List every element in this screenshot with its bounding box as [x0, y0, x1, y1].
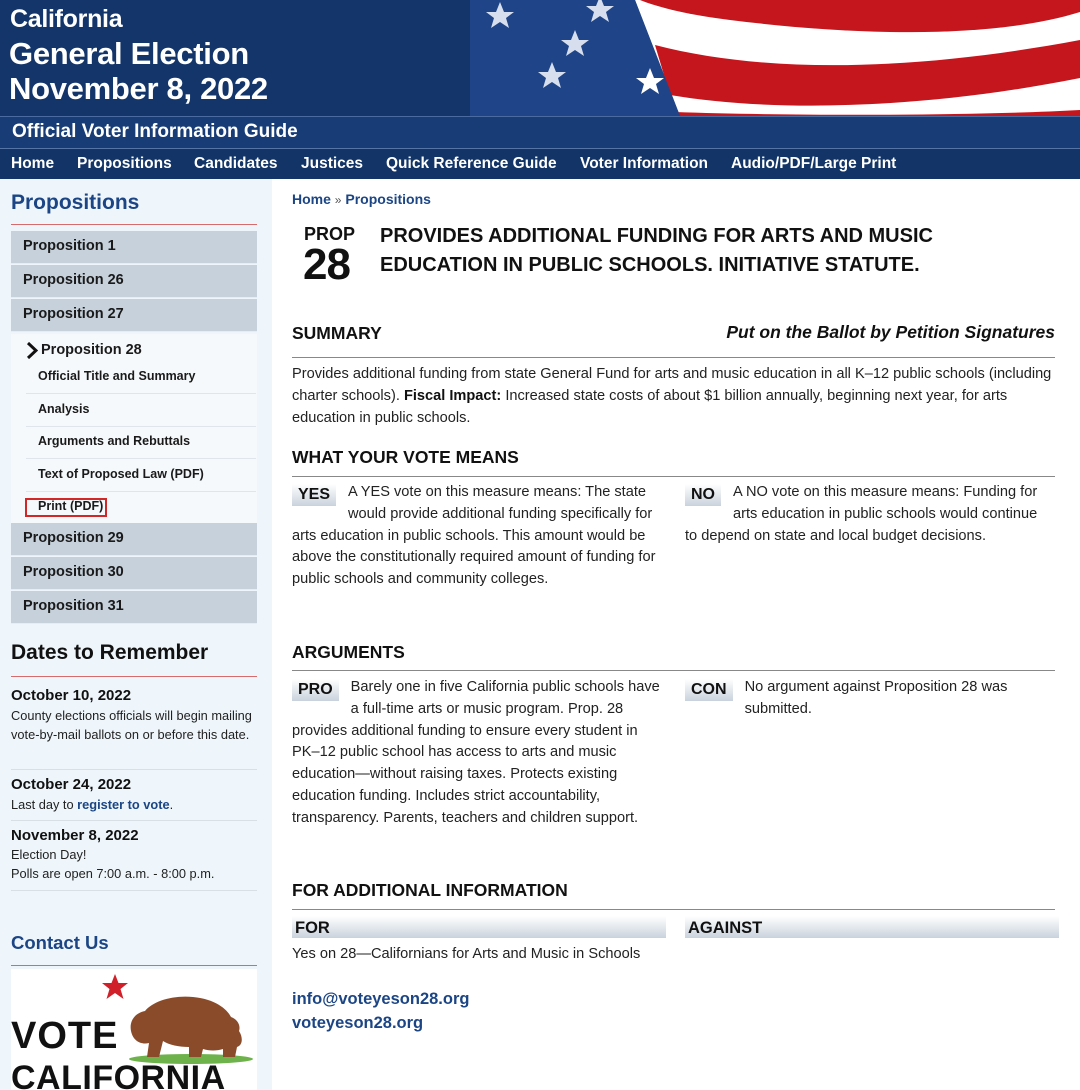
nav-quick-reference[interactable]: Quick Reference Guide [386, 155, 557, 172]
register-to-vote-link[interactable]: register to vote [77, 797, 170, 812]
arguments-heading: ARGUMENTS [292, 642, 405, 662]
site-banner [0, 0, 1080, 116]
date-description: Election Day! [11, 847, 87, 862]
sidebar-item-prop-28[interactable]: Proposition 28 [41, 342, 142, 358]
banner-election: General Election [9, 36, 249, 71]
sidebar-item-prop-31[interactable]: Proposition 31 [11, 591, 257, 624]
sidebar-item-prop-26[interactable]: Proposition 26 [11, 265, 257, 298]
summary-text [292, 364, 1052, 429]
date-description [11, 795, 259, 814]
subitem-text-of-law[interactable]: Text of Proposed Law (PDF) [38, 467, 204, 481]
against-label: AGAINST [685, 916, 1059, 938]
breadcrumb-home[interactable]: Home [292, 191, 331, 207]
nav-voter-information[interactable]: Voter Information [580, 155, 709, 172]
nav-home[interactable]: Home [11, 155, 55, 172]
subitem-print-pdf[interactable]: Print (PDF) [38, 499, 104, 513]
top-nav [0, 148, 1080, 179]
guide-title: Official Voter Information Guide [12, 121, 298, 142]
vote-california-logo[interactable] [11, 969, 257, 1090]
section-divider [292, 476, 1055, 477]
nav-candidates[interactable]: Candidates [194, 155, 278, 172]
left-sidebar [0, 179, 272, 1090]
vote-means-heading: WHAT YOUR VOTE MEANS [292, 447, 519, 467]
date-description: Polls are open 7:00 a.m. - 8:00 p.m. [11, 866, 215, 881]
summary-text-part: Provides additional funding from state General Fund for arts and music education in all K–12 public schools (including charter schools). [292, 366, 1052, 404]
summary-heading: SUMMARY [292, 323, 382, 343]
prop-number: 28 [303, 240, 350, 289]
subitem-divider [26, 491, 256, 492]
for-organization: Yes on 28—Californians for Arts and Music in Schools [292, 946, 641, 962]
subitem-official-title[interactable]: Official Title and Summary [38, 369, 196, 383]
bear-icon [123, 991, 253, 1065]
breadcrumb-propositions[interactable]: Propositions [345, 191, 431, 207]
date-divider [11, 890, 257, 891]
dates-heading: Dates to Remember [11, 641, 209, 664]
sidebar-current-group [11, 334, 257, 524]
flag-graphic [470, 0, 1080, 116]
contact-us-link[interactable]: Contact Us [11, 932, 109, 953]
fiscal-impact-label: Fiscal Impact: [403, 387, 502, 404]
date-title: October 24, 2022 [11, 776, 132, 793]
dates-divider [11, 676, 257, 677]
logo-text: CALIFORNIA [11, 1059, 226, 1090]
subitem-divider [26, 426, 256, 427]
banner-state: California [10, 5, 123, 33]
breadcrumb-separator: » [334, 193, 342, 207]
date-description: County elections officials will begin mailing vote-by-mail ballots on or before this date. [11, 708, 252, 742]
contact-divider [11, 965, 257, 966]
sidebar-heading: Propositions [11, 191, 140, 214]
no-tag: NO [685, 484, 721, 506]
banner-date: November 8, 2022 [9, 71, 268, 106]
logo-text: VOTE [11, 1015, 119, 1057]
nav-propositions[interactable]: Propositions [77, 155, 172, 172]
date-desc-text: . [169, 797, 174, 812]
date-title: November 8, 2022 [11, 827, 139, 844]
subitem-analysis[interactable]: Analysis [38, 402, 90, 416]
section-divider [292, 357, 1055, 358]
prop-label: PROP [304, 224, 356, 244]
pro-tag: PRO [292, 679, 339, 701]
sidebar-divider [11, 224, 257, 225]
nav-justices[interactable]: Justices [301, 155, 364, 172]
pro-block [292, 677, 662, 830]
con-block [685, 677, 1045, 721]
date-desc-text: Last day to [11, 797, 78, 812]
subitem-arguments[interactable]: Arguments and Rebuttals [38, 434, 191, 448]
summary-text-part: Increased state costs of about $1 billion annually, beginning next year, for arts education in public schools. [292, 387, 1008, 426]
pro-text: Barely one in five California public schools have a full-time arts or music program. Prop. 28 provides additional funding to ensure every student in PK–12 public school has access to arts and music education—without raising taxes. Protects existing education funding. Includes strict accountability, transparency. Parents, teachers and children support. [292, 679, 660, 826]
no-block [685, 482, 1045, 547]
for-label: FOR [292, 916, 666, 938]
sidebar-item-prop-27[interactable]: Proposition 27 [11, 299, 257, 332]
breadcrumb [292, 191, 431, 207]
for-website-link[interactable]: voteyeson28.org [292, 1014, 424, 1032]
date-divider [11, 820, 257, 821]
date-title: October 10, 2022 [11, 687, 132, 704]
chevron-right-icon [26, 342, 38, 359]
additional-heading: FOR ADDITIONAL INFORMATION [292, 880, 568, 900]
sidebar-item-prop-1[interactable]: Proposition 1 [11, 231, 257, 264]
yes-block [292, 482, 662, 591]
date-divider [11, 769, 257, 770]
guide-title-bar [0, 116, 1080, 148]
con-tag: CON [685, 679, 733, 701]
sidebar-item-prop-30[interactable]: Proposition 30 [11, 557, 257, 590]
ballot-note: Put on the Ballot by Petition Signatures [726, 322, 1055, 342]
yes-tag: YES [292, 484, 336, 506]
subitem-divider [26, 458, 256, 459]
no-text: A NO vote on this measure means: Funding for arts education in public schools would continue to depend on state and local budget decisions. [685, 484, 1038, 544]
section-divider [292, 909, 1055, 910]
con-text: No argument against Proposition 28 was submitted. [744, 679, 1008, 717]
for-email-link[interactable]: info@voteyeson28.org [292, 990, 470, 1008]
nav-audio-pdf[interactable]: Audio/PDF/Large Print [731, 155, 897, 172]
page-title: PROVIDES ADDITIONAL FUNDING FOR ARTS AND MUSIC EDUCATION IN PUBLIC SCHOOLS. INITIATIVE STATUTE. [380, 225, 933, 276]
yes-text: A YES vote on this measure means: The state would provide additional funding specifically for arts education in public schools. This amount would be above the constitutionally required amount of funding for public schools and community colleges. [292, 484, 656, 588]
sidebar-item-prop-29[interactable]: Proposition 29 [11, 523, 257, 556]
subitem-divider [26, 393, 256, 394]
section-divider [292, 670, 1055, 671]
